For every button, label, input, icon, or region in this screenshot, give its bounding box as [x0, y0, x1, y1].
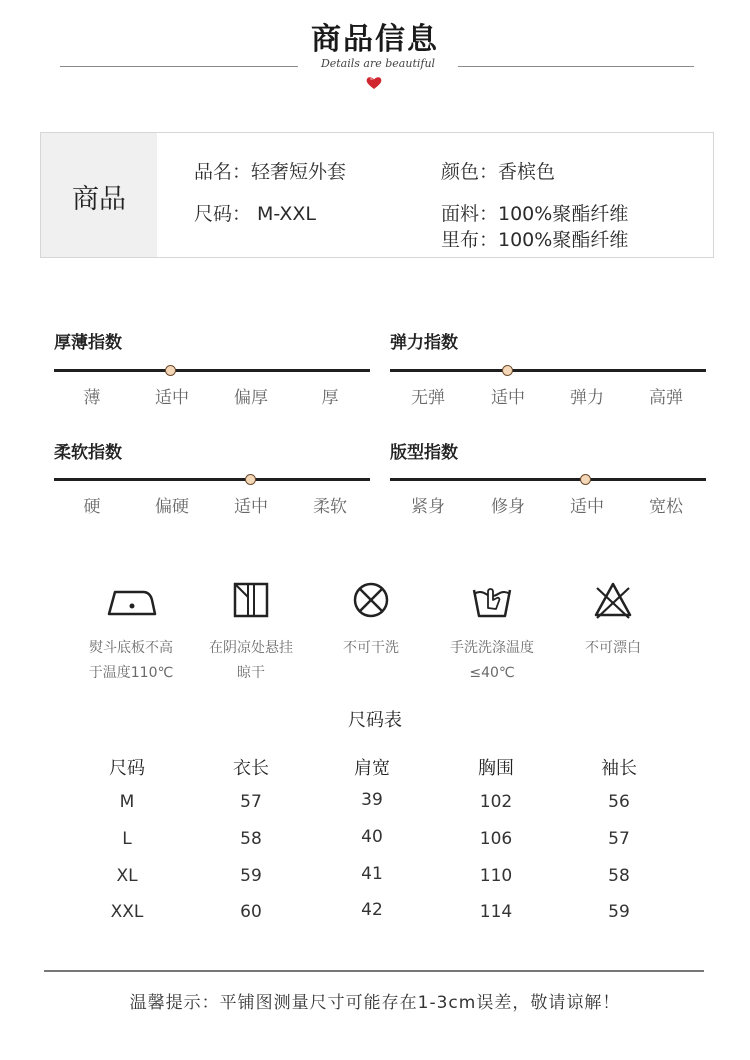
fit-index-scale [390, 478, 706, 481]
product-info-box [40, 132, 714, 258]
softness-option: 硬 [83, 497, 101, 517]
fit-option: 适中 [570, 497, 604, 517]
thickness-index-scale [54, 369, 370, 372]
size-table-cell: 102 [479, 792, 513, 812]
softness-option: 柔软 [313, 497, 347, 517]
care-label-line: 在阴凉处悬挂 [209, 640, 293, 656]
softness-option: 适中 [234, 497, 268, 517]
product-label: 商品 [72, 184, 126, 215]
softness-option: 偏硬 [155, 497, 189, 517]
care-label-dry-clean [301, 636, 441, 661]
iron-low-temp-icon [101, 578, 161, 622]
care-label-line: 手洗洗涤温度 [450, 640, 534, 656]
care-label-hand-wash [422, 636, 562, 686]
footer-divider [44, 970, 704, 972]
size-table-cell: 57 [240, 792, 262, 812]
elasticity-index-title: 弹力指数 [390, 333, 458, 353]
size-table-cell: L [122, 829, 132, 849]
product-fabric: 面料：100%聚酯纤维 [441, 203, 629, 225]
size-table-cell: 57 [608, 829, 630, 849]
size-table-header: 尺码 [109, 758, 145, 779]
page-subtitle: Details are beautiful [320, 57, 436, 70]
care-label-line: ≤40℃ [469, 665, 515, 681]
size-table-cell: M [119, 792, 135, 812]
care-label-line: 于温度110℃ [88, 665, 174, 681]
product-size-range: 尺码： M-XXL [194, 203, 316, 225]
elasticity-index-marker [502, 365, 513, 376]
fit-option: 宽松 [649, 497, 683, 517]
size-table-cell: 58 [240, 829, 262, 849]
size-table-header: 衣长 [233, 758, 269, 779]
header-divider-right [458, 66, 694, 67]
size-table-cell: 110 [479, 866, 513, 886]
hand-wash-icon [462, 578, 522, 622]
size-table-cell: 60 [240, 902, 262, 922]
fit-option: 紧身 [411, 497, 445, 517]
size-table-cell: 39 [361, 790, 383, 810]
size-table-cell: 114 [479, 902, 513, 922]
care-label-line: 不可漂白 [585, 640, 641, 656]
size-table-cell: 41 [361, 864, 383, 884]
thickness-option: 偏厚 [234, 388, 268, 408]
product-color: 颜色：香槟色 [441, 161, 556, 183]
measurement-tip: 温馨提示：平铺图测量尺寸可能存在1-3cm误差，敬请谅解！ [129, 993, 621, 1013]
size-table-cell: XL [116, 866, 138, 886]
product-name: 品名：轻奢短外套 [194, 161, 347, 183]
size-table-header: 袖长 [601, 758, 637, 779]
care-label-line-dry [181, 636, 321, 686]
fit-option: 修身 [491, 497, 525, 517]
softness-index-title: 柔软指数 [54, 443, 122, 463]
header-divider-left [60, 66, 298, 67]
size-table-cell: 42 [361, 900, 383, 920]
softness-index-marker [245, 474, 256, 485]
size-table-cell: 106 [479, 829, 513, 849]
elasticity-option: 高弹 [649, 388, 683, 408]
do-not-dry-clean-icon [341, 578, 401, 622]
care-label-line: 不可干洗 [343, 640, 399, 656]
thickness-option: 厚 [321, 388, 339, 408]
size-table-header: 胸围 [478, 758, 514, 779]
elasticity-index-scale [390, 369, 706, 372]
thickness-index-title: 厚薄指数 [54, 333, 122, 353]
size-table-cell: 58 [608, 866, 630, 886]
thickness-option: 适中 [155, 388, 189, 408]
size-table-cell: 59 [240, 866, 262, 886]
size-table-cell: 40 [361, 827, 383, 847]
fit-index-title: 版型指数 [390, 443, 458, 463]
elasticity-option: 适中 [491, 388, 525, 408]
size-table-cell: 59 [608, 902, 630, 922]
care-label-bleach [543, 636, 683, 661]
do-not-bleach-icon [583, 578, 643, 622]
elasticity-option: 弹力 [570, 388, 604, 408]
care-label-line: 晾干 [237, 665, 265, 681]
size-table-header: 肩宽 [354, 758, 390, 779]
size-table-cell: 56 [608, 792, 630, 812]
product-lining: 里布：100%聚酯纤维 [441, 229, 629, 251]
thickness-index-marker [165, 365, 176, 376]
elasticity-option: 无弹 [411, 388, 445, 408]
size-table-title: 尺码表 [348, 710, 402, 731]
page-title: 商品信息 [311, 22, 439, 57]
line-dry-shade-icon [221, 578, 281, 622]
care-label-line: 熨斗底板不高 [89, 640, 173, 656]
softness-index-scale [54, 478, 370, 481]
care-label-iron [61, 636, 201, 686]
thickness-option: 薄 [83, 388, 101, 408]
fit-index-marker [580, 474, 591, 485]
size-table-cell: XXL [110, 902, 144, 922]
heart-icon [366, 76, 382, 90]
